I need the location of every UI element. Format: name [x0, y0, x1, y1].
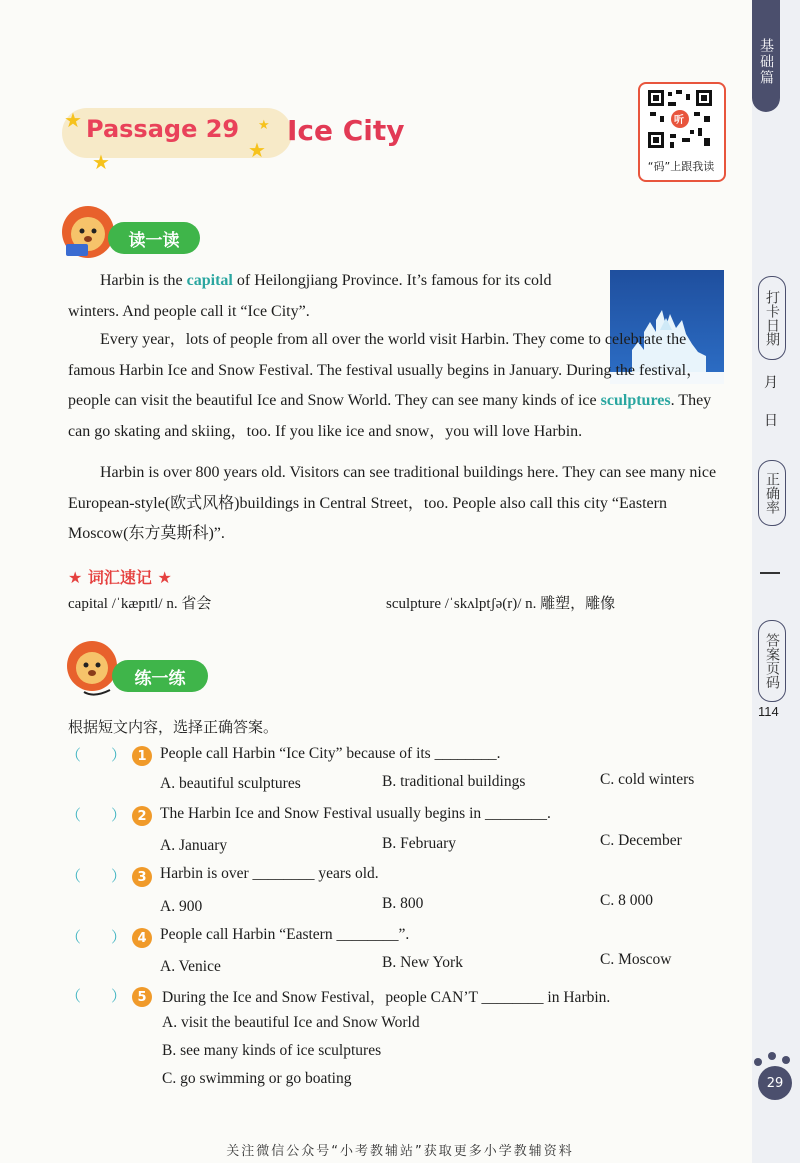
section-tab-label: 基础篇 — [758, 38, 774, 86]
paragraph-1 — [68, 266, 602, 327]
answer-blank[interactable]: （ ） — [66, 867, 127, 885]
question-text: People call Harbin “Eastern ________”. — [160, 926, 410, 943]
read-section-badge: 读一读 — [108, 222, 200, 254]
question-number: 5 — [132, 987, 152, 1007]
option-b[interactable]: B. February — [382, 835, 457, 852]
vocab-item-capital: capital /ˈkæpɪtl/ n. 省会 — [68, 596, 212, 612]
answer-blank[interactable]: （ ） — [66, 746, 127, 764]
paw-toe-icon — [782, 1056, 790, 1064]
answer-blank[interactable]: （ ） — [66, 806, 127, 824]
p2-text-a: Every year，lots of people from all over the world visit Harbin. They come to celebrate the famous Harbin Ice and Snow Festival. The festival usually begins in January. During the festival，people can visit the beautiful Ice and Snow World. They can see many kinds of ice — [68, 331, 703, 409]
option-c[interactable]: C. 8 000 — [600, 892, 653, 909]
option-a[interactable]: A. Venice — [160, 958, 221, 975]
paw-toe-icon — [754, 1058, 762, 1066]
option-a[interactable]: A. January — [160, 837, 228, 854]
p2-text-b: . They can go skating and skiing，too. If you like ice and snow，you will love Harbin. — [68, 392, 712, 440]
option-a[interactable]: A. visit the beautiful Ice and Snow World — [162, 1014, 420, 1031]
answer-page-label: 答案页码 — [758, 620, 786, 702]
question-text: People call Harbin “Ice City” because of its ________. — [160, 745, 501, 762]
question-text: The Harbin Ice and Snow Festival usually begins in ________. — [160, 805, 551, 822]
practice-instruction: 根据短文内容，选择正确答案。 — [68, 719, 279, 736]
paragraph-2 — [68, 325, 728, 447]
month-label: 月 — [764, 374, 778, 390]
question-number: 2 — [132, 806, 152, 826]
star-icon: ★ — [258, 118, 270, 133]
option-a[interactable]: A. beautiful sculptures — [160, 775, 301, 792]
keyword-sculptures: sculptures — [600, 392, 671, 409]
answer-blank[interactable]: （ ） — [66, 987, 127, 1005]
paragraph-3 — [68, 458, 728, 550]
page-number-badge: 29 — [758, 1066, 792, 1100]
lion-mascot-icon — [60, 204, 116, 260]
accuracy-blank — [760, 572, 780, 574]
answer-page-number: 114 — [758, 704, 779, 719]
question-number: 1 — [132, 746, 152, 766]
question-text: During the Ice and Snow Festival，people CAN’T ________ in Harbin. — [162, 989, 611, 1006]
qr-caption: “码”上跟我读 — [647, 160, 715, 173]
paw-toe-icon — [768, 1052, 776, 1060]
qr-listen-badge: 听 — [674, 115, 684, 126]
star-icon: ★ — [92, 150, 110, 174]
question-text: Harbin is over ________ years old. — [160, 865, 379, 882]
keyword-capital: capital — [186, 272, 233, 289]
side-strip — [752, 0, 800, 1163]
star-icon: ★ — [64, 108, 82, 132]
option-b[interactable]: B. 800 — [382, 895, 424, 912]
option-c[interactable]: C. go swimming or go boating — [162, 1070, 352, 1087]
practice-section-badge: 练一练 — [112, 660, 208, 692]
option-c[interactable]: C. cold winters — [600, 771, 695, 788]
footer-note: 关注微信公众号“小考教辅站”获取更多小学教辅资料 — [226, 1144, 574, 1159]
option-c[interactable]: C. Moscow — [600, 951, 672, 968]
option-c[interactable]: C. December — [600, 832, 682, 849]
option-b[interactable]: B. traditional buildings — [382, 773, 526, 790]
day-label: 日 — [764, 412, 778, 428]
p1-text-b: of Heilongjiang Province. It’s famous for its cold winters. And people call it “Ice City”. — [68, 272, 552, 320]
p3-text: Harbin is over 800 years old. Visitors can see traditional buildings here. They can see many nice European-style(欧式风格)buildings in Central Street，too. People also call this city “Eastern Moscow(东方莫斯科)”. — [68, 464, 717, 542]
vocab-title: ★ 词汇速记 ★ — [68, 568, 172, 587]
checkin-date-label: 打卡日期 — [758, 276, 786, 360]
answer-blank[interactable]: （ ） — [66, 928, 127, 946]
p1-text-a: Harbin is the — [100, 272, 187, 289]
lion-mascot-icon — [64, 640, 120, 698]
page-title: Ice City — [287, 114, 405, 147]
question-number: 4 — [132, 928, 152, 948]
option-b[interactable]: B. New York — [382, 954, 463, 971]
vocab-item-sculpture: sculpture /ˈskʌlptʃə(r)/ n. 雕塑，雕像 — [386, 596, 616, 612]
passage-label: Passage 29 — [86, 115, 240, 143]
option-a[interactable]: A. 900 — [160, 898, 203, 915]
option-b[interactable]: B. see many kinds of ice sculptures — [162, 1042, 382, 1059]
accuracy-label: 正确率 — [758, 460, 786, 526]
star-icon: ★ — [248, 138, 266, 162]
question-number: 3 — [132, 867, 152, 887]
